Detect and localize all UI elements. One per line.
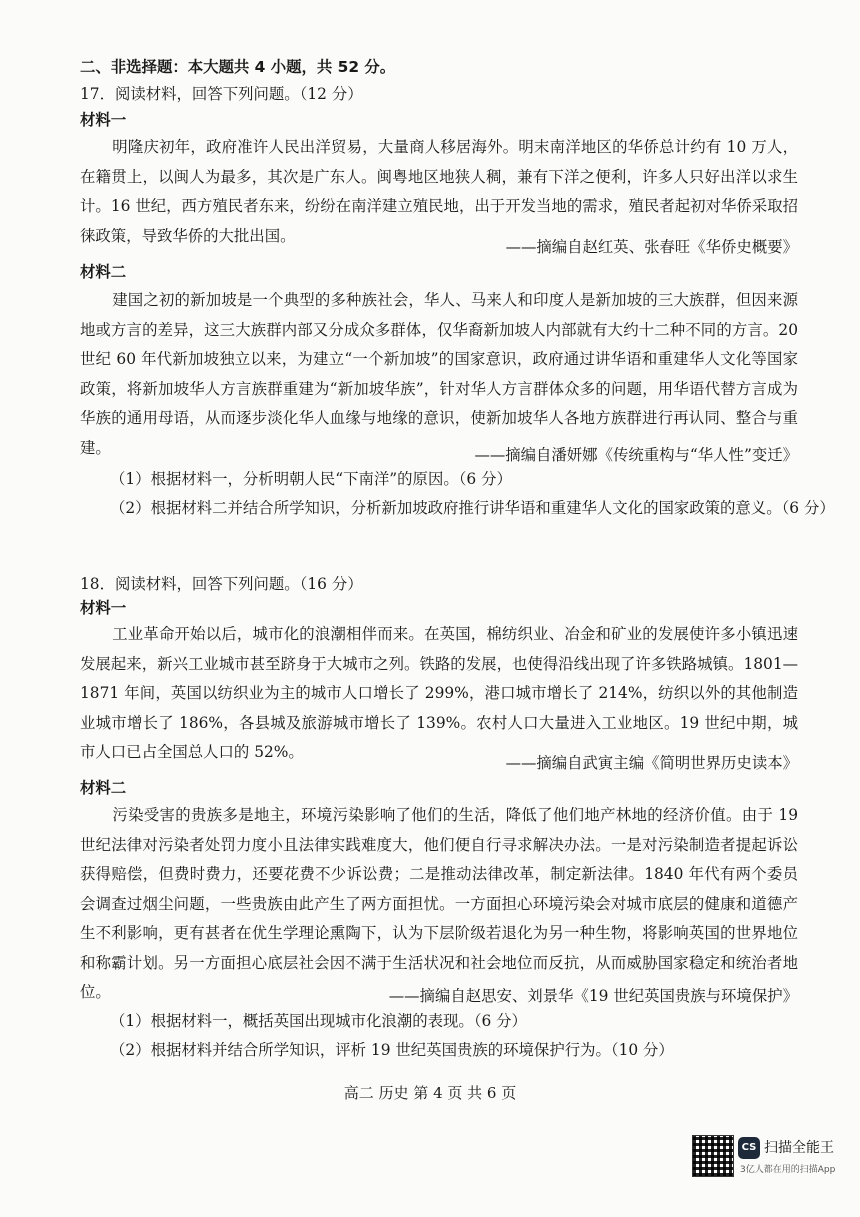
q17-stem: 17．阅读材料，回答下列问题。（12 分） bbox=[80, 85, 363, 103]
q17-material2-source: ——摘编自潘妍娜《传统重构与“华人性”变迁》 bbox=[474, 446, 798, 464]
q18-material1-body: 工业革命开始以后，城市化的浪潮相伴而来。在英国，棉纺织业、冶金和矿业的发展使许多小镇迅速发展起来，新兴工业城市甚至跻身于大城市之列。铁路的发展，也使得沿线出现了许多铁路城镇。1801—1871 年间，英国以纺织业为主的城市人口增长了 299%，港口城市增长了 214%，纺织以外的其他制造业城市增长了 186%，各县城及旅游城市增长了 139%。农村人口大量进入工业地区。19 世纪中期，城市人口已占全国总人口的 52%。 bbox=[80, 625, 798, 761]
q18-material1-text bbox=[80, 620, 798, 768]
q17-material1-text bbox=[80, 133, 798, 251]
q18-material2-body: 污染受害的贵族多是地主，环境污染影响了他们的生活，降低了他们地产林地的经济价值。由于 19 世纪法律对污染者处罚力度小且法律实践难度大，他们便自行寻求解决办法。一是对污染制造者提起诉讼获得赔偿，但费时费力，还要花费不少诉讼费；二是推动法律改革，制定新法律。1840 年代有两个委员会调查过烟尘问题，一些贵族由此产生了两方面担忧。一方面担心环境污染会对城市底层的健康和道德产生不利影响，更有甚者在优生学理论熏陶下，认为下层阶级若退化为另一种生物，将影响英国的世界地位和称霸计划。另一方面担心底层社会因不满于生活状况和社会地位而反抗，从而威胁国家稳定和统治者地位。 bbox=[80, 806, 798, 1001]
q17-material2-body: 建国之初的新加坡是一个典型的多种族社会，华人、马来人和印度人是新加坡的三大族群，但因来源地或方言的差异，这三大族群内部又分成众多群体，仅华裔新加坡人内部就有大约十二种不同的方言。20 世纪 60 年代新加坡独立以来，为建立“一个新加坡”的国家意识，政府通过讲华语和重建华人文化等国家政策，将新加坡华人方言族群重建为“新加坡华族”，针对华人方言群体众多的问题，用华语代替方言成为华族的通用母语，从而逐步淡化华人血缘与地缘的意识，使新加坡华人各地方族群进行再认同、整合与重建。 bbox=[80, 291, 798, 457]
q17-subquestion-2: （2）根据材料二并结合所学知识，分析新加坡政府推行讲华语和重建华人文化的国家政策的意义。（6 分） bbox=[110, 499, 835, 517]
camscanner-tagline: 3亿人都在用的扫描App bbox=[740, 1165, 836, 1175]
q17-subquestion-1: （1）根据材料一，分析明朝人民“下南洋”的原因。（6 分） bbox=[110, 470, 512, 488]
q17-material1-label: 材料一 bbox=[80, 111, 127, 129]
q17-material1-source: ——摘编自赵红英、张春旺《华侨史概要》 bbox=[505, 238, 798, 256]
q17-material2-label: 材料二 bbox=[80, 263, 127, 281]
qr-code-icon bbox=[692, 1135, 734, 1177]
q17-material2-text bbox=[80, 286, 798, 463]
q18-stem: 18．阅读材料，回答下列问题。（16 分） bbox=[80, 575, 363, 593]
q18-material2-text bbox=[80, 801, 798, 1008]
section-title: 二、非选择题：本大题共 4 小题，共 52 分。 bbox=[80, 58, 396, 76]
camscanner-logo: CS bbox=[738, 1137, 760, 1159]
q18-material2-label: 材料二 bbox=[80, 779, 127, 797]
q18-material1-source: ——摘编自武寅主编《简明世界历史读本》 bbox=[505, 754, 798, 772]
q18-subquestion-2: （2）根据材料并结合所学知识，评析 19 世纪英国贵族的环境保护行为。（10 分） bbox=[110, 1041, 674, 1059]
q17-material1-body: 明隆庆初年，政府准许人民出洋贸易，大量商人移居海外。明末南洋地区的华侨总计约有 10 万人，在籍贯上，以闽人为最多，其次是广东人。闽粤地区地狭人稠，兼有下洋之便利，许多人只好出洋以求生计。16 世纪，西方殖民者东来，纷纷在南洋建立殖民地，出于开发当地的需求，殖民者起初对华侨采取招徕政策，导致华侨的大批出国。 bbox=[80, 138, 798, 245]
q18-material2-source: ——摘编自赵思安、刘景华《19 世纪英国贵族与环境保护》 bbox=[388, 987, 798, 1005]
camscanner-name: 扫描全能王 bbox=[764, 1140, 834, 1156]
page-footer: 高二 历史 第 4 页 共 6 页 bbox=[343, 1084, 517, 1102]
q18-subquestion-1: （1）根据材料一，概括英国出现城市化浪潮的表现。（6 分） bbox=[110, 1012, 527, 1030]
q18-material1-label: 材料一 bbox=[80, 599, 127, 617]
